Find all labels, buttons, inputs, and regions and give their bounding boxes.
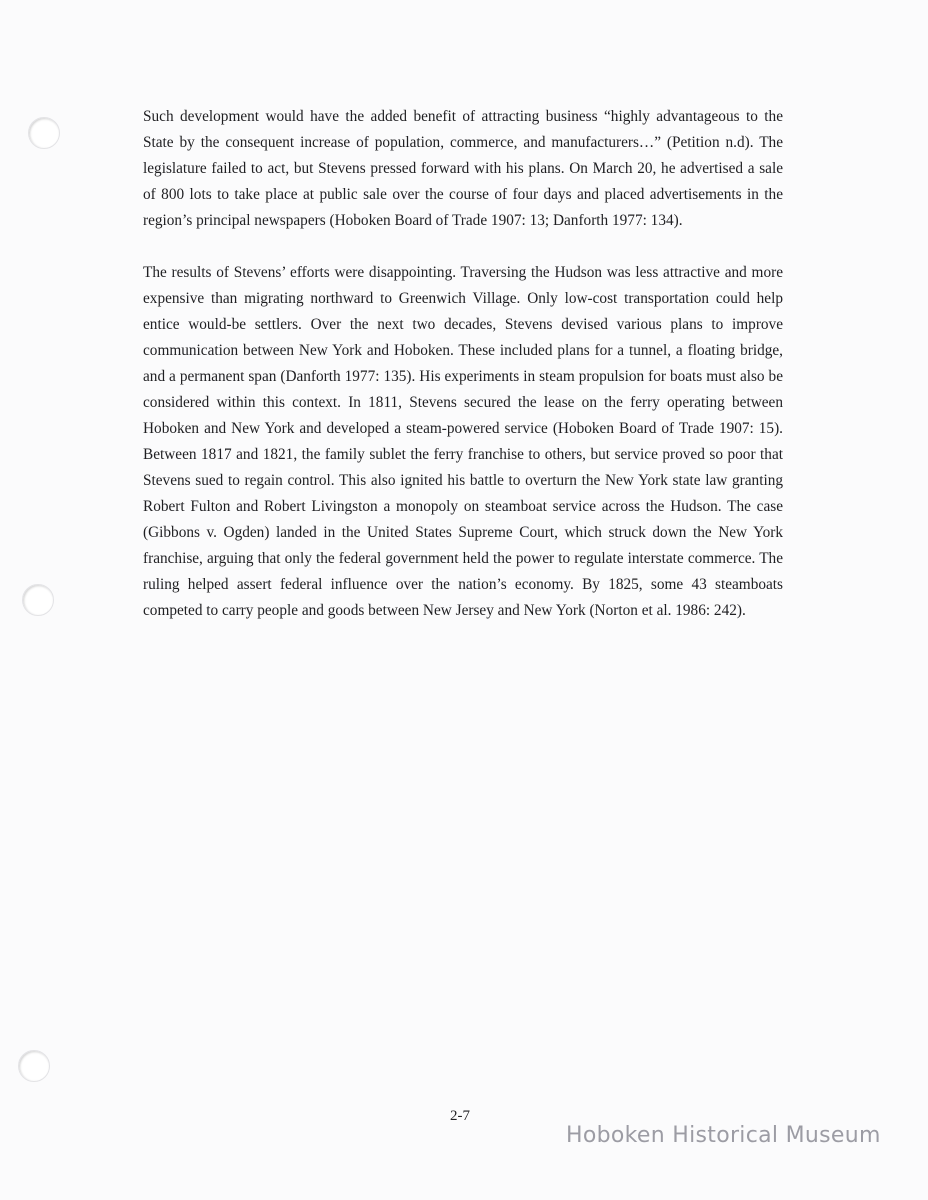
punch-hole-middle <box>22 584 54 616</box>
museum-watermark: Hoboken Historical Museum <box>566 1123 881 1148</box>
paragraph-2: The results of Stevens’ efforts were disappointing. Traversing the Hudson was less attractive and more expensive than migrating northward to Greenwich Village. Only low-cost transportation could help entice would-be settlers. Over the next two decades, Stevens devised various plans to improve communication between New York and Hoboken. These included plans for a tunnel, a floating bridge, and a permanent span (Danforth 1977: 135). His experiments in steam propulsion for boats must also be considered within this context. In 1811, Stevens secured the lease on the ferry operating between Hoboken and New York and developed a steam-powered service (Hoboken Board of Trade 1907: 15). Between 1817 and 1821, the family sublet the ferry franchise to others, but service proved so poor that Stevens sued to regain control. This also ignited his battle to overturn the New York state law granting Robert Fulton and Robert Livingston a monopoly on steamboat service across the Hudson. The case (Gibbons v. Ogden) landed in the United States Supreme Court, which struck down the New York franchise, arguing that only the federal government held the power to regulate interstate commerce. The ruling helped assert federal influence over the nation’s economy. By 1825, some 43 steamboats competed to carry people and goods between New Jersey and New York (Norton et al. 1986: 242). <box>143 264 783 619</box>
punch-hole-bottom <box>18 1050 50 1082</box>
paragraph-1: Such development would have the added benefit of attracting business “highly advantageous to the State by the consequent increase of population, commerce, and manufacturers…” (Petition n.d). The legislature failed to act, but Stevens pressed forward with his plans. On March 20, he advertised a sale of 800 lots to take place at public sale over the course of four days and placed advertisements in the region’s principal newspapers (Hoboken Board of Trade 1907: 13; Danforth 1977: 134). <box>143 108 783 229</box>
body-text <box>143 104 783 624</box>
punch-hole-top <box>28 117 60 149</box>
page-number: 2-7 <box>450 1108 470 1124</box>
